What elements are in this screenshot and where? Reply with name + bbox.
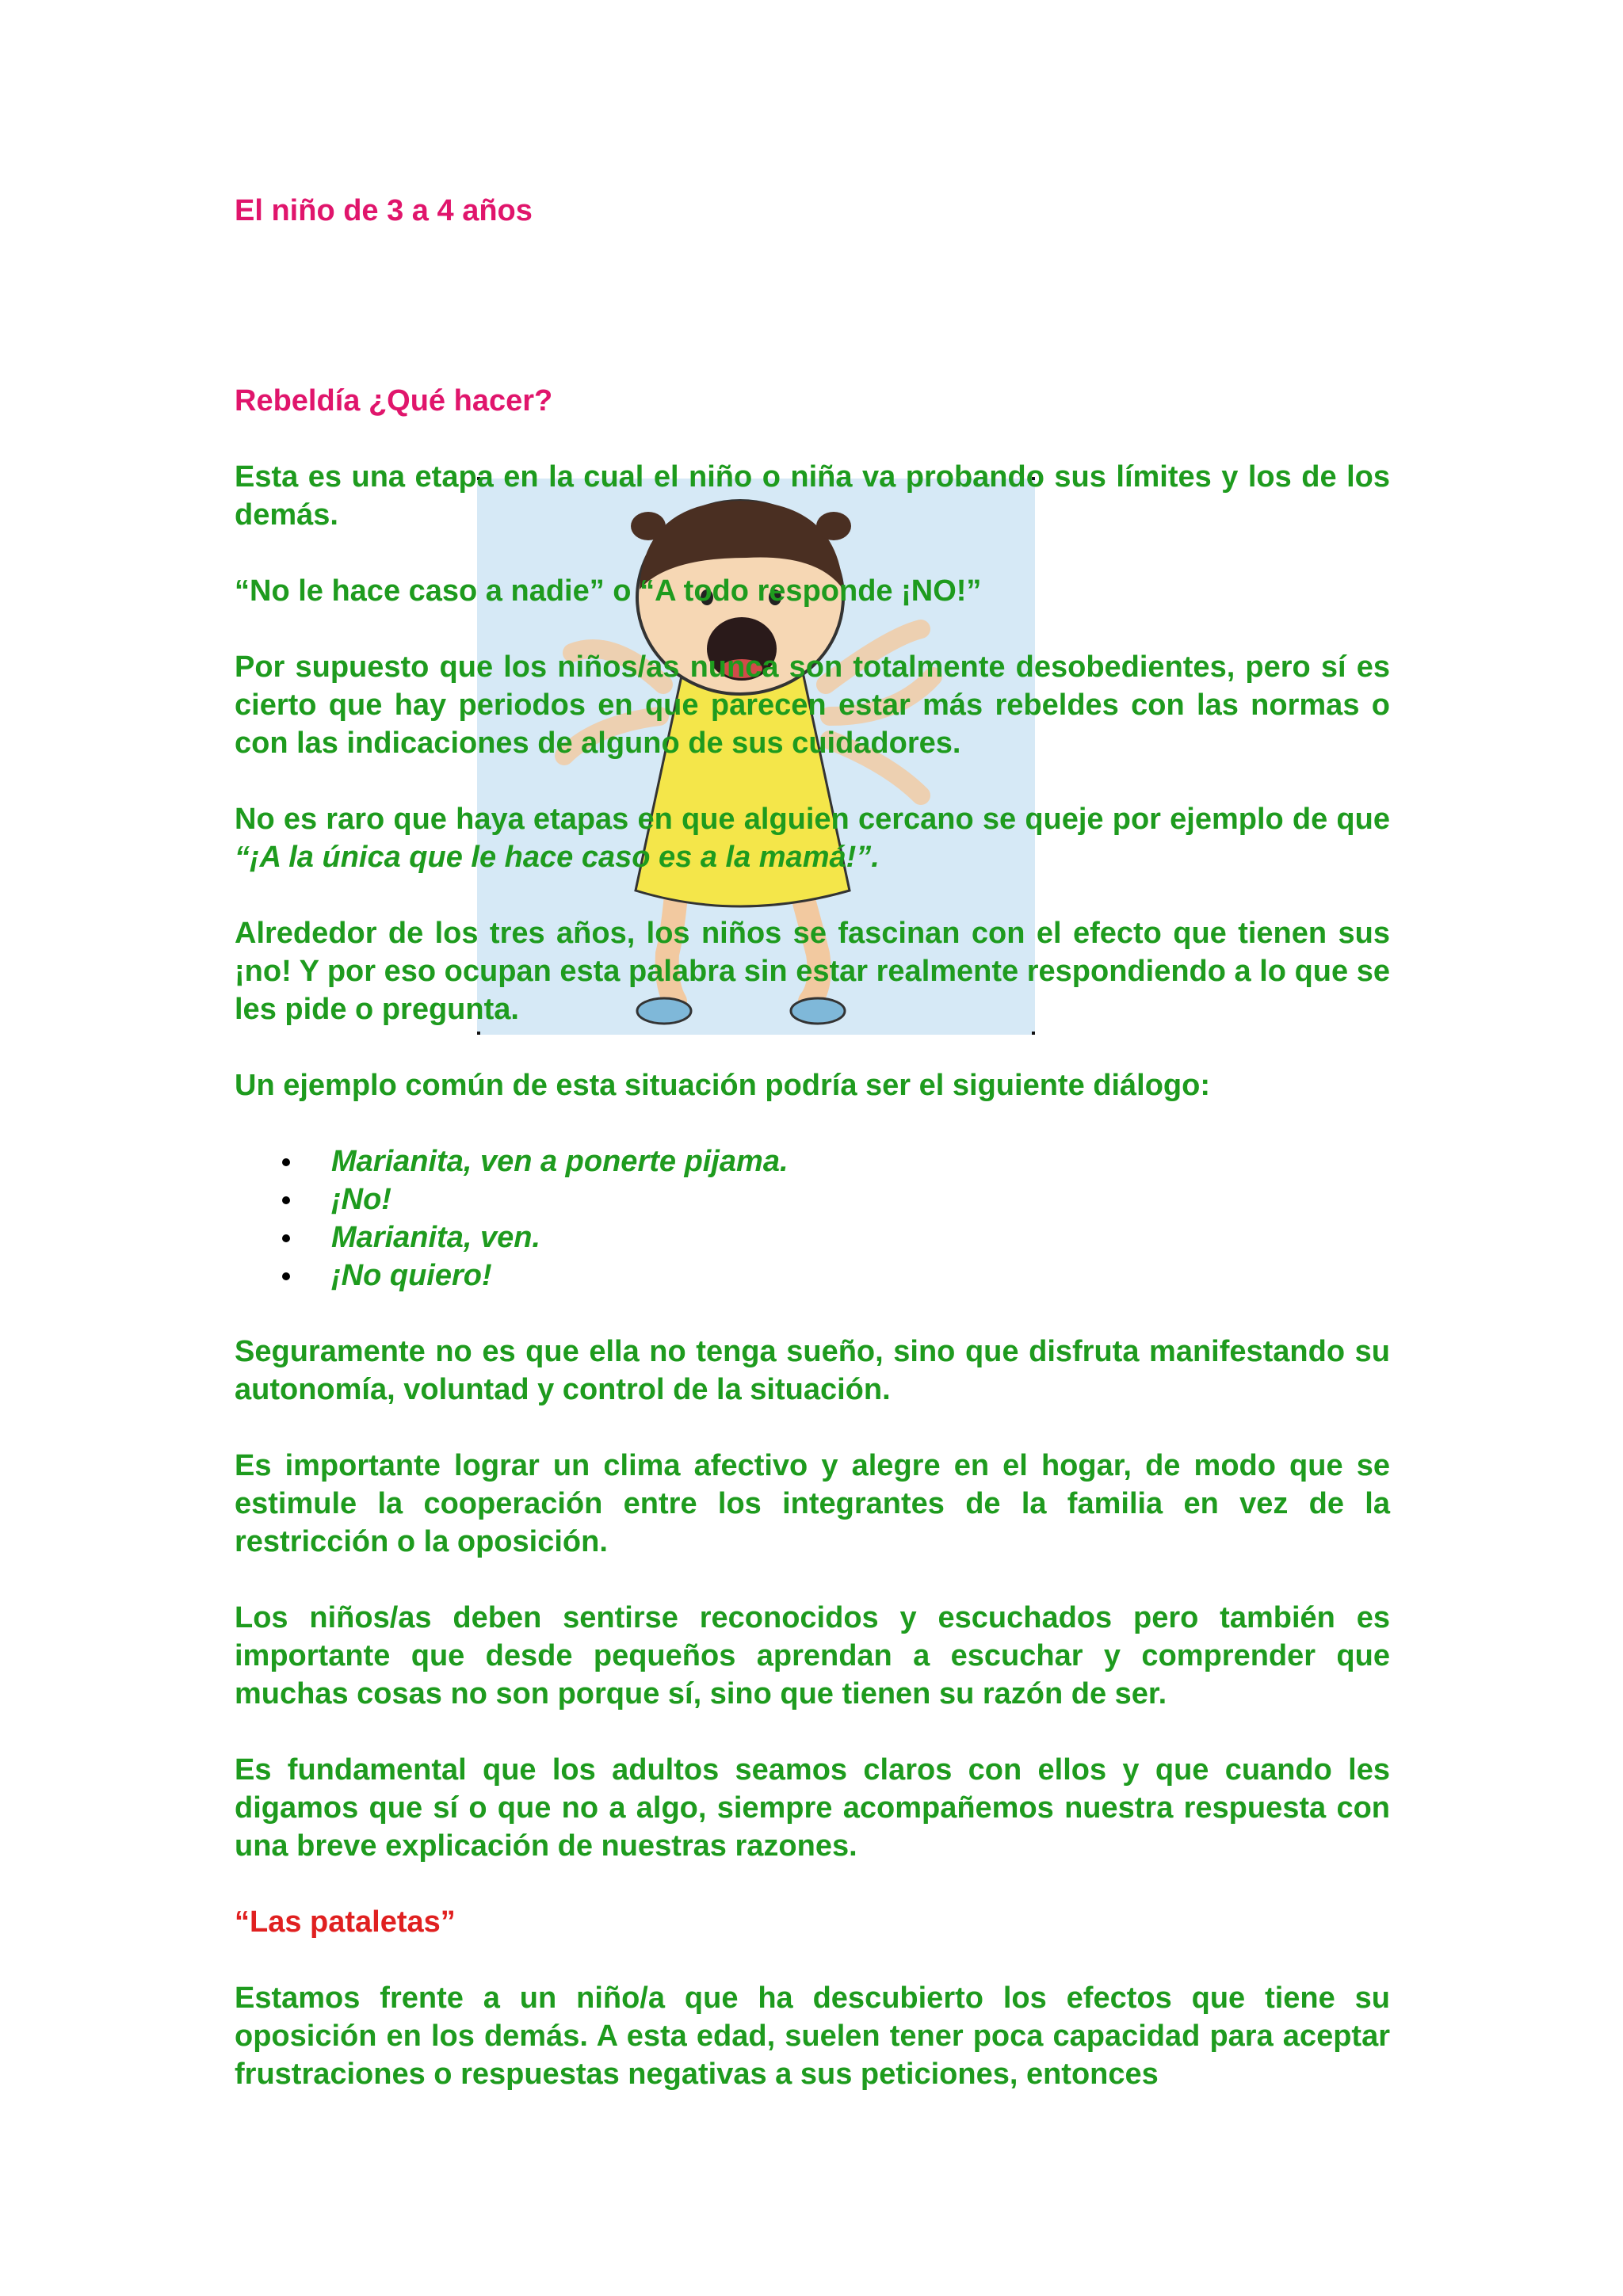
paragraph-4-text: No es raro que haya etapas en que alguien cercano se queje por ejemplo de que xyxy=(235,803,1390,836)
bullet-icon xyxy=(282,1272,290,1280)
paragraph-7: Seguramente no es que ella no tenga sueño, sino que disfruta manifestando su autonomía, voluntad y control de la situación. xyxy=(235,1335,1390,1406)
dialog-line: ¡No! xyxy=(331,1183,391,1216)
paragraph-4 xyxy=(235,800,1390,876)
figure-corner-mark xyxy=(1032,1032,1035,1035)
dialog-line: Marianita, ven a ponerte pijama. xyxy=(331,1145,789,1178)
dialog-list xyxy=(235,1142,1390,1295)
paragraph-5: Alrededor de los tres años, los niños se fascinan con el efecto que tienen sus ¡no! Y por eso ocupan esta palabra sin estar realmente respondiendo a lo que se les pide o pregunta. xyxy=(235,917,1390,1026)
list-item xyxy=(235,1257,1390,1295)
list-item xyxy=(235,1142,1390,1180)
paragraph-3: Por supuesto que los niños/as nunca son totalmente desobedientes, pero sí es cierto que hay periodos en que parecen estar más rebeldes con las normas o con las indicaciones de alguno de sus cuidadores. xyxy=(235,650,1390,760)
figure-corner-mark xyxy=(477,1032,480,1035)
section-heading-pataletas: “Las pataletas” xyxy=(235,1905,456,1939)
paragraph-4-quote: “¡A la única que le hace caso es a la mamá!”. xyxy=(235,841,880,874)
page-title: El niño de 3 a 4 años xyxy=(235,194,533,227)
paragraph-1: Esta es una etapa en la cual el niño o niña va probando sus límites y los de los demás. xyxy=(235,460,1390,532)
list-item xyxy=(235,1219,1390,1257)
section-heading-rebeldia: Rebeldía ¿Qué hacer? xyxy=(235,384,553,418)
bullet-icon xyxy=(282,1234,290,1242)
list-item xyxy=(235,1180,1390,1219)
dialog-line: Marianita, ven. xyxy=(331,1221,540,1254)
paragraph-6: Un ejemplo común de esta situación podría ser el siguiente diálogo: xyxy=(235,1069,1211,1102)
paragraph-2: “No le hace caso a nadie” o “A todo responde ¡NO!” xyxy=(235,574,982,608)
bullet-icon xyxy=(282,1158,290,1166)
bullet-icon xyxy=(282,1196,290,1204)
paragraph-9: Los niños/as deben sentirse reconocidos y escuchados pero también es importante que desde pequeños aprendan a escuchar y comprender que muchas cosas no son porque sí, sino que tienen su razón de ser. xyxy=(235,1601,1390,1711)
paragraph-10: Es fundamental que los adultos seamos claros con ellos y que cuando les digamos que sí o que no a algo, siempre acompañemos nuestra respuesta con una breve explicación de nuestras razones. xyxy=(235,1753,1390,1863)
paragraph-8: Es importante lograr un clima afectivo y alegre en el hogar, de modo que se estimule la cooperación entre los integrantes de la familia en vez de la restricción o la oposición. xyxy=(235,1449,1390,1558)
dialog-line: ¡No quiero! xyxy=(331,1259,492,1292)
paragraph-11: Estamos frente a un niño/a que ha descubierto los efectos que tiene su oposición en los demás. A esta edad, suelen tener poca capacidad para aceptar frustraciones o respuestas negativas a sus peticiones, entonces xyxy=(235,1981,1390,2091)
